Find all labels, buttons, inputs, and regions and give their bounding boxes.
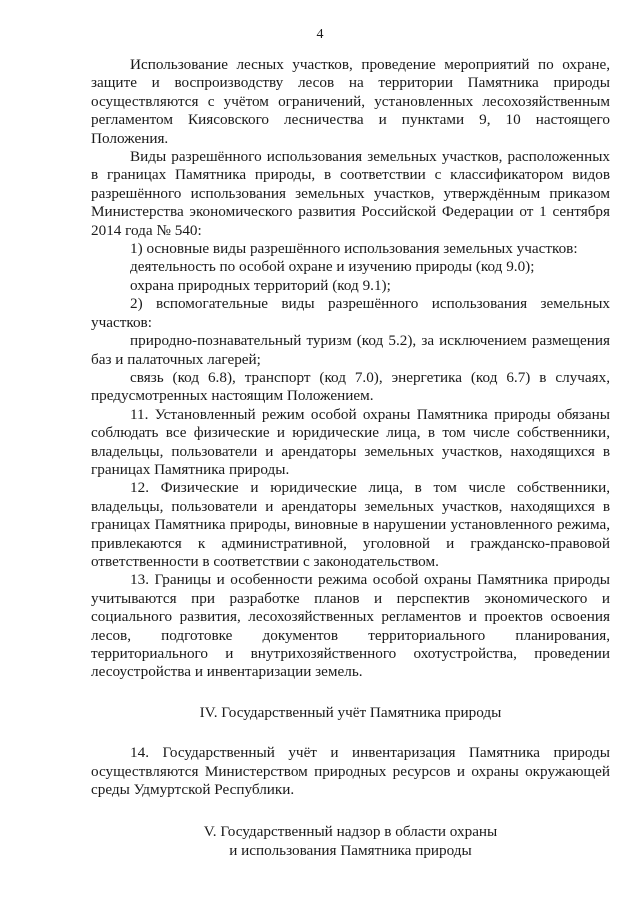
section-heading-v-line1: V. Государственный надзор в области охраны (203, 823, 498, 841)
section-heading-v-line2: и использования Памятника природы (229, 841, 472, 859)
paragraph-11: 11. Установленный режим особой охраны Памятника природы обязаны соблюдать все физические и юридические лица, в том числе собственники, владельцы, пользователи и арендаторы земельных участков, находящихся в границах Памятника природы. (91, 405, 610, 478)
paragraph-permitted-use-intro: Виды разрешённого использования земельных участков, расположенных в границах Памятника природы, в соответствии с классификатором видов разрешённого использования земельных участков, утверждённым приказом Министерства экономического развития Российской Федерации от 1 сентября 2014 года № 540: (91, 148, 610, 239)
section-heading-iv: IV. Государственный учёт Памятника природы (199, 703, 502, 721)
list-item-code-9-0: деятельность по особой охране и изучению природы (код 9.0); (130, 258, 535, 276)
list-item-codes-6-8-7-0-6-7: связь (код 6.8), транспорт (код 7.0), энергетика (код 6.7) в случаях, предусмотренных настоящим Положением. (91, 368, 610, 405)
paragraph-forest-use: Использование лесных участков, проведение мероприятий по охране, защите и воспроизводству лесов на территории Памятника природы осуществляются с учётом ограничений, установленных лесохозяйственным регламентом Киясовского лесничества и пунктами 9, 10 настоящего Положения. (91, 56, 610, 147)
document-body (91, 56, 610, 860)
list-item-auxiliary-types: 2) вспомогательные виды разрешённого использования земельных участков: (91, 295, 610, 331)
paragraph-13: 13. Границы и особенности режима особой охраны Памятника природы учитываются при разработке планов и перспектив экономического и социального развития, лесохозяйственных регламентов и проектов освоения лесов, подготовке документов территориального планирования, территориального и внутрихозяйственного охотустройства, проведении лесоустройства и инвентаризации земель. (91, 571, 610, 681)
paragraph-14: 14. Государственный учёт и инвентаризация Памятника природы осуществляются Министерством природных ресурсов и охраны окружающей среды Удмуртской Республики. (91, 744, 610, 799)
list-item-code-5-2: природно-познавательный туризм (код 5.2), за исключением размещения баз и палаточных лагерей; (91, 332, 610, 368)
list-item-code-9-1: охрана природных территорий (код 9.1); (130, 276, 391, 294)
section-heading-v (91, 823, 610, 860)
paragraph-12: 12. Физические и юридические лица, в том числе собственники, владельцы, пользователи и арендаторы земельных участков, находящихся в границах Памятника природы, виновные в нарушении установленного режима, привлекаются к административной, уголовной и гражданско-правовой ответственности в соответствии с законодательством. (91, 479, 610, 570)
page-number: 4 (316, 27, 324, 42)
list-item-main-types: 1) основные виды разрешённого использования земельных участков: (130, 240, 578, 258)
